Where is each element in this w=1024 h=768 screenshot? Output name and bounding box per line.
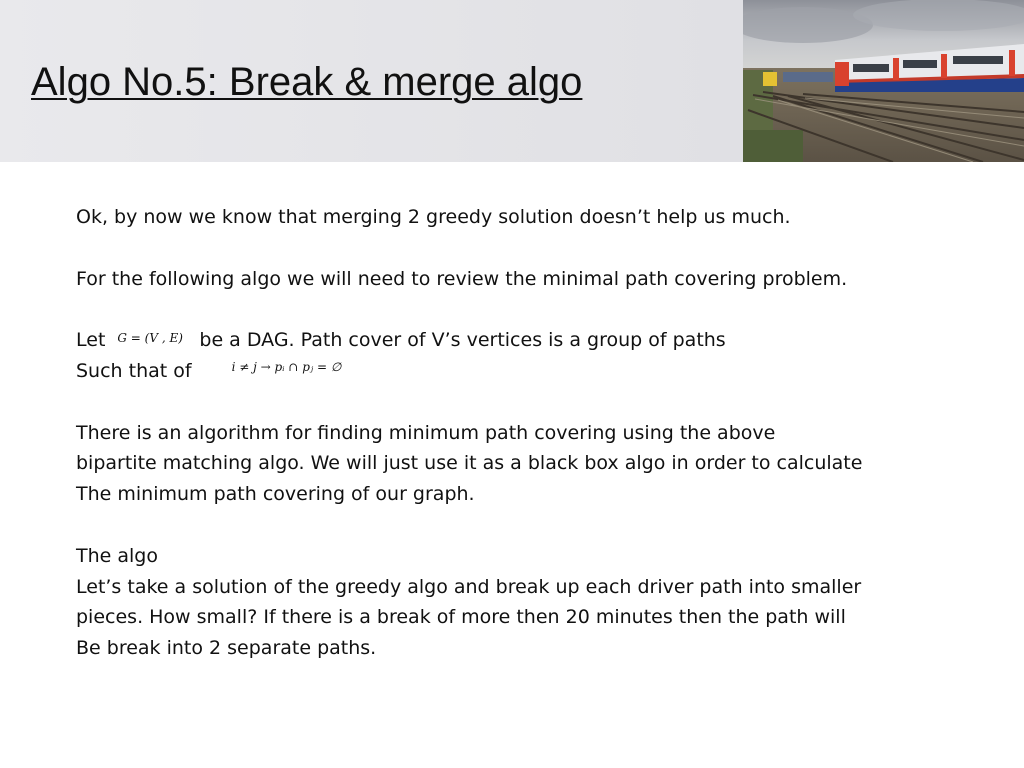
body-line: For the following algo we will need to review the minimal path covering problem. (76, 267, 848, 290)
body-line: bipartite matching algo. We will just use it as a black box algo in order to calculate (76, 452, 863, 475)
body-line: Ok, by now we know that merging 2 greedy solution doesn’t help us much. (76, 206, 791, 228)
body-line: The minimum path covering of our graph. (76, 483, 475, 506)
slide-title: Algo No.5: Break & merge algo (31, 60, 583, 104)
formula-condition: i ≠ j → pᵢ ∩ pⱼ = ∅ (231, 359, 342, 374)
body-line-such-that: Such that of (76, 359, 192, 382)
train-photo (743, 0, 1024, 162)
title-banner (0, 0, 743, 162)
body-line-dag: be a DAG. Path cover of V’s vertices is a group of paths (199, 329, 726, 352)
body-line: There is an algorithm for finding minimum path covering using the above (76, 421, 776, 444)
body-line: Let’s take a solution of the greedy algo and break up each driver path into smaller (76, 575, 862, 598)
body-line (76, 325, 976, 356)
body-line: pieces. How small? If there is a break of more then 20 minutes then the path will (76, 606, 846, 629)
slide-body (76, 202, 976, 664)
body-line-let: Let (76, 329, 106, 352)
body-line: Be break into 2 separate paths. (76, 637, 377, 660)
body-line: The algo (76, 544, 158, 567)
train-photo-icon (743, 0, 1024, 162)
body-line (76, 356, 976, 387)
formula-graph: G = (V , E) (117, 331, 183, 346)
